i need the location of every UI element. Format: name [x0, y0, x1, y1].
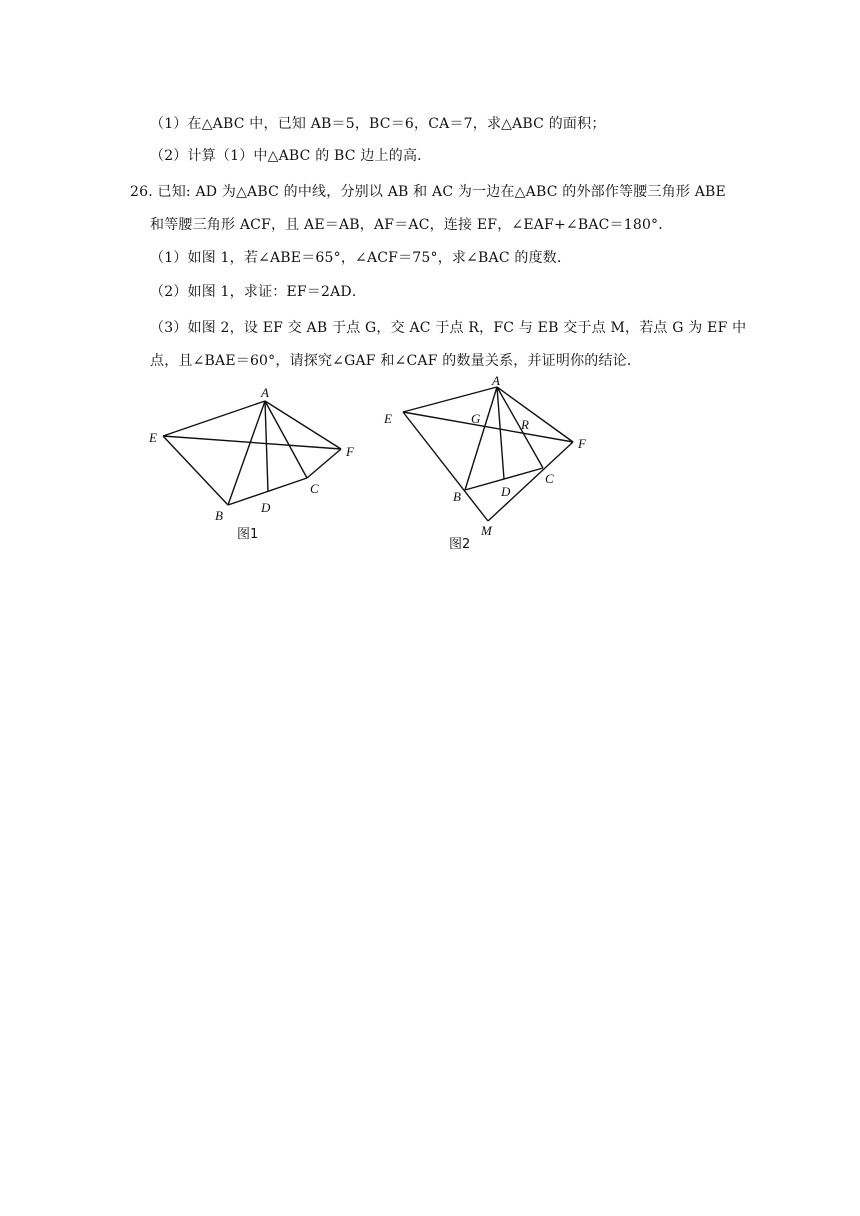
segment-AC — [265, 401, 307, 478]
segment-AF — [497, 387, 573, 442]
segment-AB — [228, 401, 265, 505]
label-M: M — [481, 523, 492, 538]
segment-EA — [403, 387, 497, 412]
figure-2-diagram — [375, 372, 605, 557]
segment-FM — [488, 442, 573, 521]
label-F: F — [346, 444, 354, 459]
label-R: R — [521, 417, 529, 432]
figure-1-diagram — [140, 380, 370, 550]
segment-EA — [163, 401, 265, 436]
label-A: A — [261, 385, 269, 400]
segment-AF — [265, 401, 341, 449]
label-A: A — [492, 373, 500, 388]
label-B: B — [453, 489, 461, 504]
label-B: B — [215, 508, 223, 523]
figure-1-caption: 图1 — [237, 527, 259, 542]
segment-AC — [497, 387, 543, 468]
segment-AD — [265, 401, 268, 492]
label-F: F — [578, 436, 586, 451]
segment-EM — [403, 412, 488, 521]
text-line-8: 点，且∠BAE＝60°，请探究∠GAF 和∠CAF 的数量关系，并证明你的结论． — [150, 353, 642, 369]
label-C: C — [545, 471, 554, 486]
label-G: G — [471, 411, 481, 426]
segment-AB — [465, 387, 497, 490]
label-C: C — [310, 481, 319, 496]
text-line-7: （3）如图 2，设 EF 交 AB 于点 G，交 AC 于点 R，FC 与 EB 交于点 M，若点 G 为 EF 中 — [150, 320, 747, 336]
text-line-1: （1）在△ABC 中，已知 AB＝5，BC＝6，CA＝7，求△ABC 的面积； — [150, 116, 606, 132]
text-line-4: 和等腰三角形 ACF，且 AE＝AB，AF＝AC，连接 EF，∠EAF+∠BAC＝180°． — [150, 217, 673, 233]
text-line-2: （2）计算（1）中△ABC 的 BC 边上的高． — [150, 148, 432, 164]
segment-EB — [163, 436, 228, 505]
label-D: D — [501, 484, 511, 499]
segment-FC — [307, 449, 341, 478]
figure-2-caption: 图2 — [449, 537, 471, 552]
label-E: E — [384, 411, 392, 426]
label-E: E — [149, 430, 157, 445]
label-D: D — [261, 500, 271, 515]
text-line-6: （2）如图 1，求证：EF＝2AD． — [150, 284, 367, 300]
figure-1 — [140, 380, 370, 550]
text-line-5: （1）如图 1，若∠ABE＝65°，∠ACF＝75°，求∠BAC 的度数． — [150, 250, 572, 266]
segment-AD — [497, 387, 504, 479]
text-line-3: 26. 已知: AD 为△ABC 的中线，分别以 AB 和 AC 为一边在△ABC 的外部作等腰三角形 ABE — [130, 184, 726, 200]
figure-2 — [375, 372, 605, 557]
